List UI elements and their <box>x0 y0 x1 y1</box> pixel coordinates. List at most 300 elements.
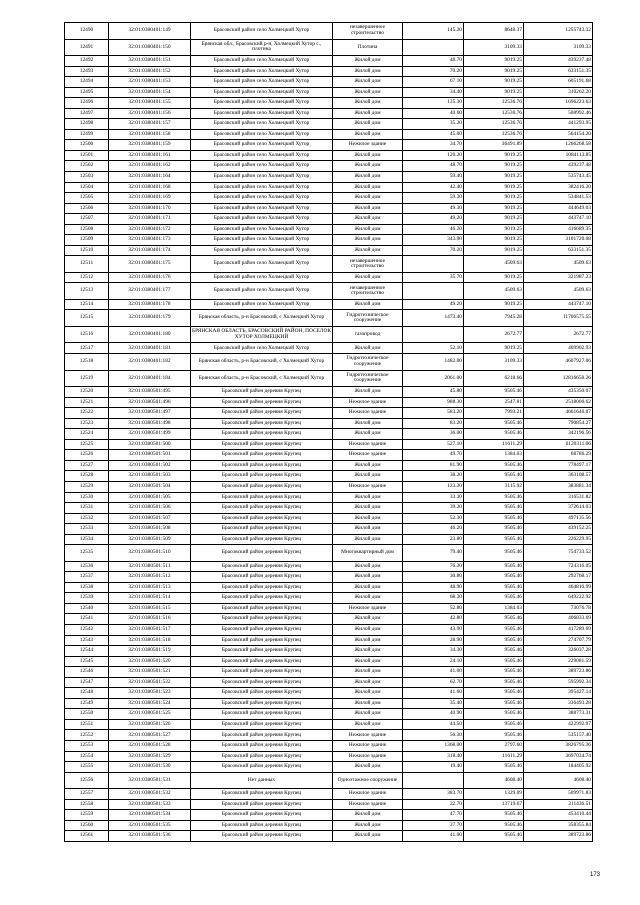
cell-object-type: Жилой дом <box>333 646 403 657</box>
cell-specific-value: 9505.46 <box>464 625 524 636</box>
cell-object-type: Одноэтажное сооружение <box>333 772 403 789</box>
cell-object-type: Жилой дом <box>333 635 403 646</box>
cell-specific-value: 1384.03 <box>464 603 524 614</box>
cell-row-number: 12532 <box>65 513 109 524</box>
cell-address: Брасовский район село Холмецкий Хутор <box>191 256 333 273</box>
cell-cadastral-number: 32:01:0380401:170 <box>109 203 191 214</box>
cell-specific-value: 9505.46 <box>464 492 524 503</box>
cell-specific-value: 9505.46 <box>464 429 524 440</box>
cell-row-number: 12505 <box>65 193 109 204</box>
cell-cadastral-number: 32:01:0380501:513 <box>109 582 191 593</box>
cell-cadastral-value: 12816658.26 <box>524 370 593 387</box>
table-row <box>65 820 593 831</box>
cell-area: 1368.00 <box>403 741 464 752</box>
cell-address: Брасовский район село Холмецкий Хутор <box>191 129 333 140</box>
cell-row-number: 12507 <box>65 214 109 225</box>
cell-cadastral-value: 389723.86 <box>524 831 593 842</box>
cell-address: Брасовский район деревня Крупец <box>191 397 333 408</box>
cell-cadastral-number: 32:01:0380401:184 <box>109 370 191 387</box>
table-row <box>65 66 593 77</box>
table-row <box>65 408 593 419</box>
cell-address: Брасовский район деревня Крупец <box>191 534 333 545</box>
cell-cadastral-value: 4607927.06 <box>524 354 593 371</box>
cell-cadastral-number: 32:01:0380501:518 <box>109 635 191 646</box>
table-row <box>65 524 593 535</box>
cell-object-type: незавершенное строительство <box>333 23 403 40</box>
cell-row-number: 12536 <box>65 561 109 572</box>
cell-row-number: 12544 <box>65 646 109 657</box>
cell-address: Брасовский район деревня Крупец <box>191 730 333 741</box>
cell-object-type: газопровод <box>333 326 403 343</box>
cell-object-type: Нежилое здание <box>333 751 403 762</box>
cell-specific-value: 9019.25 <box>464 182 524 193</box>
cell-address: Брасовский район деревня Крупец <box>191 460 333 471</box>
cell-row-number: 12561 <box>65 831 109 842</box>
cell-address: Брасовский район деревня Крупец <box>191 831 333 842</box>
cell-row-number: 12497 <box>65 108 109 119</box>
cell-specific-value: 3109.33 <box>464 39 524 56</box>
cell-cadastral-number: 32:01:0380501:523 <box>109 688 191 699</box>
cell-area: 45.80 <box>403 387 464 398</box>
cell-object-type: Жилой дом <box>333 272 403 283</box>
cell-cadastral-value: 422992.97 <box>524 719 593 730</box>
table-row <box>65 561 593 572</box>
cell-cadastral-value: 778497.17 <box>524 460 593 471</box>
cadastral-value-table <box>64 22 593 842</box>
cell-area: 988.30 <box>403 397 464 408</box>
cell-address: Брасовский район деревня Крупец <box>191 719 333 730</box>
cell-address: Брянская область, р-н Брасовский, с Холмецкий Хутор <box>191 310 333 327</box>
cell-cadastral-value: 3101720.08 <box>524 235 593 246</box>
cell-specific-value: 9019.25 <box>464 66 524 77</box>
cell-specific-value: 9505.46 <box>464 582 524 593</box>
cell-area: 81.90 <box>403 460 464 471</box>
cell-cadastral-number: 32:01:0380501:506 <box>109 503 191 514</box>
cell-object-type: Жилой дом <box>333 820 403 831</box>
cell-cadastral-number: 32:01:0380401:156 <box>109 108 191 119</box>
cell-specific-value: 9505.46 <box>464 688 524 699</box>
cell-specific-value: 9505.46 <box>464 460 524 471</box>
cell-address: Брасовский район деревня Крупец <box>191 820 333 831</box>
cell-address: Брасовский район деревня Крупец <box>191 677 333 688</box>
cell-object-type: Жилой дом <box>333 810 403 821</box>
table-row <box>65 503 593 514</box>
cell-row-number: 12546 <box>65 667 109 678</box>
table-row <box>65 343 593 354</box>
cell-address: Брасовский район деревня Крупец <box>191 709 333 720</box>
cell-address: Брасовский район деревня Крупец <box>191 513 333 524</box>
cell-row-number: 12508 <box>65 224 109 235</box>
cell-address: Брасовский район село Холмецкий Хутор <box>191 23 333 40</box>
cell-row-number: 12499 <box>65 129 109 140</box>
cell-area <box>403 39 464 56</box>
cell-cadastral-number: 32:01:0380401:178 <box>109 299 191 310</box>
cell-address: Брасовский район деревня Крупец <box>191 503 333 514</box>
cell-area: 49.20 <box>403 299 464 310</box>
cell-object-type: Жилой дом <box>333 471 403 482</box>
cell-row-number: 12519 <box>65 370 109 387</box>
cell-address: Брасовский район село Холмецкий Хутор <box>191 203 333 214</box>
cell-specific-value: 12536.76 <box>464 108 524 119</box>
cell-specific-value: 3109.33 <box>464 354 524 371</box>
cell-cadastral-number: 32:01:0380501:516 <box>109 614 191 625</box>
cell-row-number: 12552 <box>65 730 109 741</box>
cell-row-number: 12495 <box>65 87 109 98</box>
cell-specific-value: 9019.25 <box>464 245 524 256</box>
cell-object-type: незавершенное строительство <box>333 283 403 300</box>
cell-area: 35.70 <box>403 272 464 283</box>
table-row <box>65 235 593 246</box>
cell-cadastral-value: 395427.14 <box>524 688 593 699</box>
table-row <box>65 283 593 300</box>
cell-area: 41.00 <box>403 667 464 678</box>
table-row <box>65 667 593 678</box>
cell-specific-value: 9019.25 <box>464 235 524 246</box>
cell-cadastral-value: 4509.63 <box>524 256 593 273</box>
cell-area: 56.30 <box>403 730 464 741</box>
cell-cadastral-number: 32:01:0380401:177 <box>109 283 191 300</box>
cell-address: Брасовский район деревня Крупец <box>191 408 333 419</box>
cell-object-type: Жилой дом <box>333 150 403 161</box>
cell-cadastral-value: 439237.48 <box>524 56 593 67</box>
cell-address: Брасовский район село Холмецкий Хутор <box>191 245 333 256</box>
cell-area: 40.60 <box>403 108 464 119</box>
cell-row-number: 12559 <box>65 810 109 821</box>
cell-area: 62.70 <box>403 677 464 688</box>
cell-specific-value: 9505.46 <box>464 667 524 678</box>
cell-address: Брасовский район село Холмецкий Хутор <box>191 299 333 310</box>
cell-area: 583.20 <box>403 408 464 419</box>
cell-row-number: 12527 <box>65 460 109 471</box>
cell-cadastral-number: 32:01:0380501:517 <box>109 625 191 636</box>
cell-address: Брянская область, р-н Брасовский, с Холмецкий Хутор <box>191 354 333 371</box>
cell-cadastral-number: 32:01:0380501:495 <box>109 387 191 398</box>
cell-object-type: Жилой дом <box>333 119 403 130</box>
cell-cadastral-number: 32:01:0380501:536 <box>109 831 191 842</box>
table-row <box>65 439 593 450</box>
cell-object-type: Жилой дом <box>333 513 403 524</box>
cell-address: Брасовский район село Холмецкий Хутор <box>191 140 333 151</box>
cell-cadastral-value: 564154.20 <box>524 129 593 140</box>
cell-address: Брасовский район деревня Крупец <box>191 439 333 450</box>
cell-area: 34.30 <box>403 646 464 657</box>
cell-specific-value: 9019.25 <box>464 343 524 354</box>
cell-object-type: Жилой дом <box>333 387 403 398</box>
cell-object-type: Жилой дом <box>333 572 403 583</box>
cell-cadastral-number: 32:01:0380501:497 <box>109 408 191 419</box>
cell-row-number: 12501 <box>65 150 109 161</box>
table-row <box>65 625 593 636</box>
cell-object-type: незавершенное строительство <box>333 256 403 273</box>
cell-row-number: 12518 <box>65 354 109 371</box>
table-row <box>65 751 593 762</box>
table-row <box>65 688 593 699</box>
cell-specific-value: 9505.46 <box>464 831 524 842</box>
cell-row-number: 12490 <box>65 23 109 40</box>
cell-cadastral-number: 32:01:0380401:181 <box>109 343 191 354</box>
cell-address: Брасовский район деревня Крупец <box>191 471 333 482</box>
cell-object-type: Нежилое здание <box>333 140 403 151</box>
cell-area: 527.10 <box>403 439 464 450</box>
cell-area: 48.70 <box>403 161 464 172</box>
cell-row-number: 12523 <box>65 418 109 429</box>
cell-area: 24.10 <box>403 656 464 667</box>
cell-area: 52.80 <box>403 603 464 614</box>
cell-object-type: Жилой дом <box>333 503 403 514</box>
cell-area: 41.00 <box>403 831 464 842</box>
table-row <box>65 119 593 130</box>
cell-object-type: Жилой дом <box>333 582 403 593</box>
cell-cadastral-number: 32:01:0380501:532 <box>109 789 191 800</box>
cell-object-type: Жилой дом <box>333 524 403 535</box>
cell-specific-value: 9505.46 <box>464 387 524 398</box>
cell-cadastral-value: 4509.63 <box>524 283 593 300</box>
cell-address: Брасовский район деревня Крупец <box>191 656 333 667</box>
cell-object-type: Нежилое здание <box>333 730 403 741</box>
cell-area: 23.80 <box>403 534 464 545</box>
cell-area: 34.70 <box>403 140 464 151</box>
cell-specific-value: 8648.37 <box>464 23 524 40</box>
cell-address: Брасовский район деревня Крупец <box>191 429 333 440</box>
cell-row-number: 12554 <box>65 751 109 762</box>
cell-address: Брасовский район деревня Крупец <box>191 762 333 773</box>
cell-object-type: Жилой дом <box>333 235 403 246</box>
cell-object-type: Жилой дом <box>333 214 403 225</box>
cell-row-number: 12498 <box>65 119 109 130</box>
cell-row-number: 12548 <box>65 688 109 699</box>
cell-row-number: 12549 <box>65 698 109 709</box>
cell-cadastral-value: 342196.56 <box>524 429 593 440</box>
cell-object-type: Жилой дом <box>333 762 403 773</box>
cell-object-type: Многоквартирный дом <box>333 545 403 562</box>
cell-row-number: 12517 <box>65 343 109 354</box>
cell-specific-value: 9505.46 <box>464 513 524 524</box>
table-row <box>65 172 593 183</box>
cell-area: 28.90 <box>403 635 464 646</box>
table-row <box>65 698 593 709</box>
cell-area: 39.20 <box>403 503 464 514</box>
cell-cadastral-number: 32:01:0380401:169 <box>109 193 191 204</box>
cell-cadastral-number: 32:01:0380501:505 <box>109 492 191 503</box>
cell-row-number: 12537 <box>65 572 109 583</box>
cell-row-number: 12511 <box>65 256 109 273</box>
cell-address: БРЯНСКАЯ ОБЛАСТЬ, БРАСОВСКИЙ РАЙОН, ПОСЕЛОК ХУТОР ХОЛМЕЦКИЙ <box>191 326 333 343</box>
cell-object-type: Нежилое здание <box>333 408 403 419</box>
cell-area: 76.20 <box>403 561 464 572</box>
cell-area: 49.70 <box>403 450 464 461</box>
cell-specific-value: 9019.25 <box>464 77 524 88</box>
cell-area: 40.90 <box>403 709 464 720</box>
cell-object-type: Нежилое здание <box>333 450 403 461</box>
cell-address: Брасовский район село Холмецкий Хутор <box>191 77 333 88</box>
cell-cadastral-number: 32:01:0380401:149 <box>109 23 191 40</box>
table-row <box>65 23 593 40</box>
cell-address: Брасовский район деревня Крупец <box>191 635 333 646</box>
cell-specific-value: 9505.46 <box>464 614 524 625</box>
cell-cadastral-number: 32:01:0380401:173 <box>109 235 191 246</box>
cell-area: 59.30 <box>403 193 464 204</box>
table-row <box>65 140 593 151</box>
cell-address: Брасовский район село Холмецкий Хутор <box>191 172 333 183</box>
cell-cadastral-value: 439237.48 <box>524 161 593 172</box>
cell-object-type: Нежилое здание <box>333 799 403 810</box>
cell-specific-value: 9019.25 <box>464 150 524 161</box>
cell-row-number: 12521 <box>65 397 109 408</box>
cell-object-type: Жилой дом <box>333 66 403 77</box>
cell-object-type: Жилой дом <box>333 561 403 572</box>
cell-cadastral-value: 790854.27 <box>524 418 593 429</box>
cell-object-type: Жилой дом <box>333 77 403 88</box>
cell-address: Брасовский район село Холмецкий Хутор <box>191 193 333 204</box>
cell-address: Брасовский район село Холмецкий Хутор <box>191 272 333 283</box>
cell-row-number: 12494 <box>65 77 109 88</box>
table-row <box>65 418 593 429</box>
cell-address: Брасовский район село Холмецкий Хутор <box>191 56 333 67</box>
cell-cadastral-value: 274707.79 <box>524 635 593 646</box>
cell-cadastral-number: 32:01:0380501:510 <box>109 545 191 562</box>
cell-cadastral-value: 372614.03 <box>524 503 593 514</box>
cell-object-type: Жилой дом <box>333 656 403 667</box>
cell-specific-value: 12536.76 <box>464 129 524 140</box>
cell-cadastral-number: 32:01:0380401:180 <box>109 326 191 343</box>
cell-area: 38.20 <box>403 471 464 482</box>
cell-specific-value: 1384.03 <box>464 450 524 461</box>
cell-cadastral-number: 32:01:0380501:508 <box>109 524 191 535</box>
cell-cadastral-number: 32:01:0380401:154 <box>109 87 191 98</box>
cell-cadastral-number: 32:01:0380501:535 <box>109 820 191 831</box>
cell-address: Брасовский район село Холмецкий Хутор <box>191 108 333 119</box>
cell-area: 42.40 <box>403 182 464 193</box>
cell-object-type: Жилой дом <box>333 87 403 98</box>
cell-address: Брасовский район село Холмецкий Хутор <box>191 119 333 130</box>
cell-row-number: 12543 <box>65 635 109 646</box>
cell-row-number: 12542 <box>65 625 109 636</box>
table-row <box>65 677 593 688</box>
cell-cadastral-number: 32:01:0380401:175 <box>109 256 191 273</box>
cell-object-type: Жилой дом <box>333 418 403 429</box>
cell-row-number: 12551 <box>65 719 109 730</box>
cell-address: Брасовский район деревня Крупец <box>191 789 333 800</box>
cell-row-number: 12496 <box>65 98 109 109</box>
cell-specific-value: 9019.25 <box>464 224 524 235</box>
cell-specific-value: 9019.25 <box>464 56 524 67</box>
cell-area: 43.90 <box>403 625 464 636</box>
table-row <box>65 635 593 646</box>
cell-row-number: 12525 <box>65 439 109 450</box>
cell-cadastral-number: 32:01:0380501:527 <box>109 730 191 741</box>
cell-object-type: Гидротехническое сооружение <box>333 370 403 387</box>
cell-object-type: Жилой дом <box>333 719 403 730</box>
cell-cadastral-number: 32:01:0380501:514 <box>109 593 191 604</box>
cell-area: 19.40 <box>403 762 464 773</box>
table-row <box>65 582 593 593</box>
cell-specific-value: 9505.46 <box>464 572 524 583</box>
cell-cadastral-value: 1084113.85 <box>524 150 593 161</box>
cell-area: 2061.00 <box>403 370 464 387</box>
cell-row-number: 12531 <box>65 503 109 514</box>
table-row <box>65 762 593 773</box>
cell-cadastral-number: 32:01:0380401:179 <box>109 310 191 327</box>
cell-row-number: 12538 <box>65 582 109 593</box>
table-row <box>65 471 593 482</box>
cell-cadastral-value: 4608.40 <box>524 772 593 789</box>
cell-specific-value: 11611.29 <box>464 439 524 450</box>
cell-object-type: Жилой дом <box>333 108 403 119</box>
cell-area: 120.20 <box>403 150 464 161</box>
cell-address: Нет данных <box>191 772 333 789</box>
cell-area: 35.20 <box>403 119 464 130</box>
table-row <box>65 77 593 88</box>
cell-row-number: 12524 <box>65 429 109 440</box>
cell-specific-value: 9019.25 <box>464 172 524 183</box>
cell-area: 45.00 <box>403 129 464 140</box>
cell-area: 123.20 <box>403 481 464 492</box>
cell-cadastral-value: 389723.86 <box>524 667 593 678</box>
table-row <box>65 354 593 371</box>
cell-object-type: Плотина <box>333 39 403 56</box>
cell-object-type: Жилой дом <box>333 429 403 440</box>
cell-area <box>403 283 464 300</box>
cell-cadastral-number: 32:01:0380501:503 <box>109 471 191 482</box>
cell-cadastral-value: 534841.53 <box>524 193 593 204</box>
cell-address: Брасовский район деревня Крупец <box>191 810 333 821</box>
cell-cadastral-number: 32:01:0380501:507 <box>109 513 191 524</box>
cell-cadastral-value: 633151.35 <box>524 245 593 256</box>
cell-row-number: 12491 <box>65 39 109 56</box>
cell-object-type: Жилой дом <box>333 129 403 140</box>
cell-address: Брасовский район деревня Крупец <box>191 667 333 678</box>
table-row <box>65 545 593 562</box>
table-body <box>65 23 593 842</box>
cell-area: 37.70 <box>403 820 464 831</box>
cell-cadastral-number: 32:01:0380401:162 <box>109 161 191 172</box>
cell-object-type: Гидротехническое сооружение <box>333 354 403 371</box>
cell-cadastral-value: 316531.82 <box>524 492 593 503</box>
cell-object-type: Жилой дом <box>333 593 403 604</box>
cell-cadastral-value: 388773.31 <box>524 709 593 720</box>
cell-specific-value: 6218.66 <box>464 370 524 387</box>
cell-address: Брасовский район село Холмецкий Хутор <box>191 214 333 225</box>
cell-cadastral-value: 2518000.62 <box>524 397 593 408</box>
cell-specific-value: 9505.46 <box>464 656 524 667</box>
cell-cadastral-number: 32:01:0380501:522 <box>109 677 191 688</box>
cell-address: Брасовский район деревня Крупец <box>191 492 333 503</box>
cell-cadastral-number: 32:01:0380501:504 <box>109 481 191 492</box>
cell-cadastral-number: 32:01:0380401:161 <box>109 150 191 161</box>
cell-object-type: Нежилое здание <box>333 789 403 800</box>
cell-specific-value: 2797.60 <box>464 741 524 752</box>
cell-row-number: 12535 <box>65 545 109 562</box>
cell-area: 67.10 <box>403 77 464 88</box>
cell-object-type: Жилой дом <box>333 831 403 842</box>
cell-address: Брасовский район деревня Крупец <box>191 450 333 461</box>
cell-specific-value: 9505.46 <box>464 534 524 545</box>
cell-cadastral-number: 32:01:0380501:511 <box>109 561 191 572</box>
table-row <box>65 572 593 583</box>
table-row <box>65 326 593 343</box>
cell-address: Брасовский район деревня Крупец <box>191 561 333 572</box>
cell-cadastral-value: 633151.35 <box>524 66 593 77</box>
cell-area: 46.20 <box>403 224 464 235</box>
cell-cadastral-value: 441293.95 <box>524 119 593 130</box>
cell-area: 48.90 <box>403 582 464 593</box>
cell-object-type: Жилой дом <box>333 688 403 699</box>
cell-cadastral-number: 32:01:0380501:524 <box>109 698 191 709</box>
cell-area: 30.80 <box>403 572 464 583</box>
table-row <box>65 593 593 604</box>
cell-address: Брасовский район село Холмецкий Хутор <box>191 182 333 193</box>
cell-specific-value: 12536.76 <box>464 119 524 130</box>
